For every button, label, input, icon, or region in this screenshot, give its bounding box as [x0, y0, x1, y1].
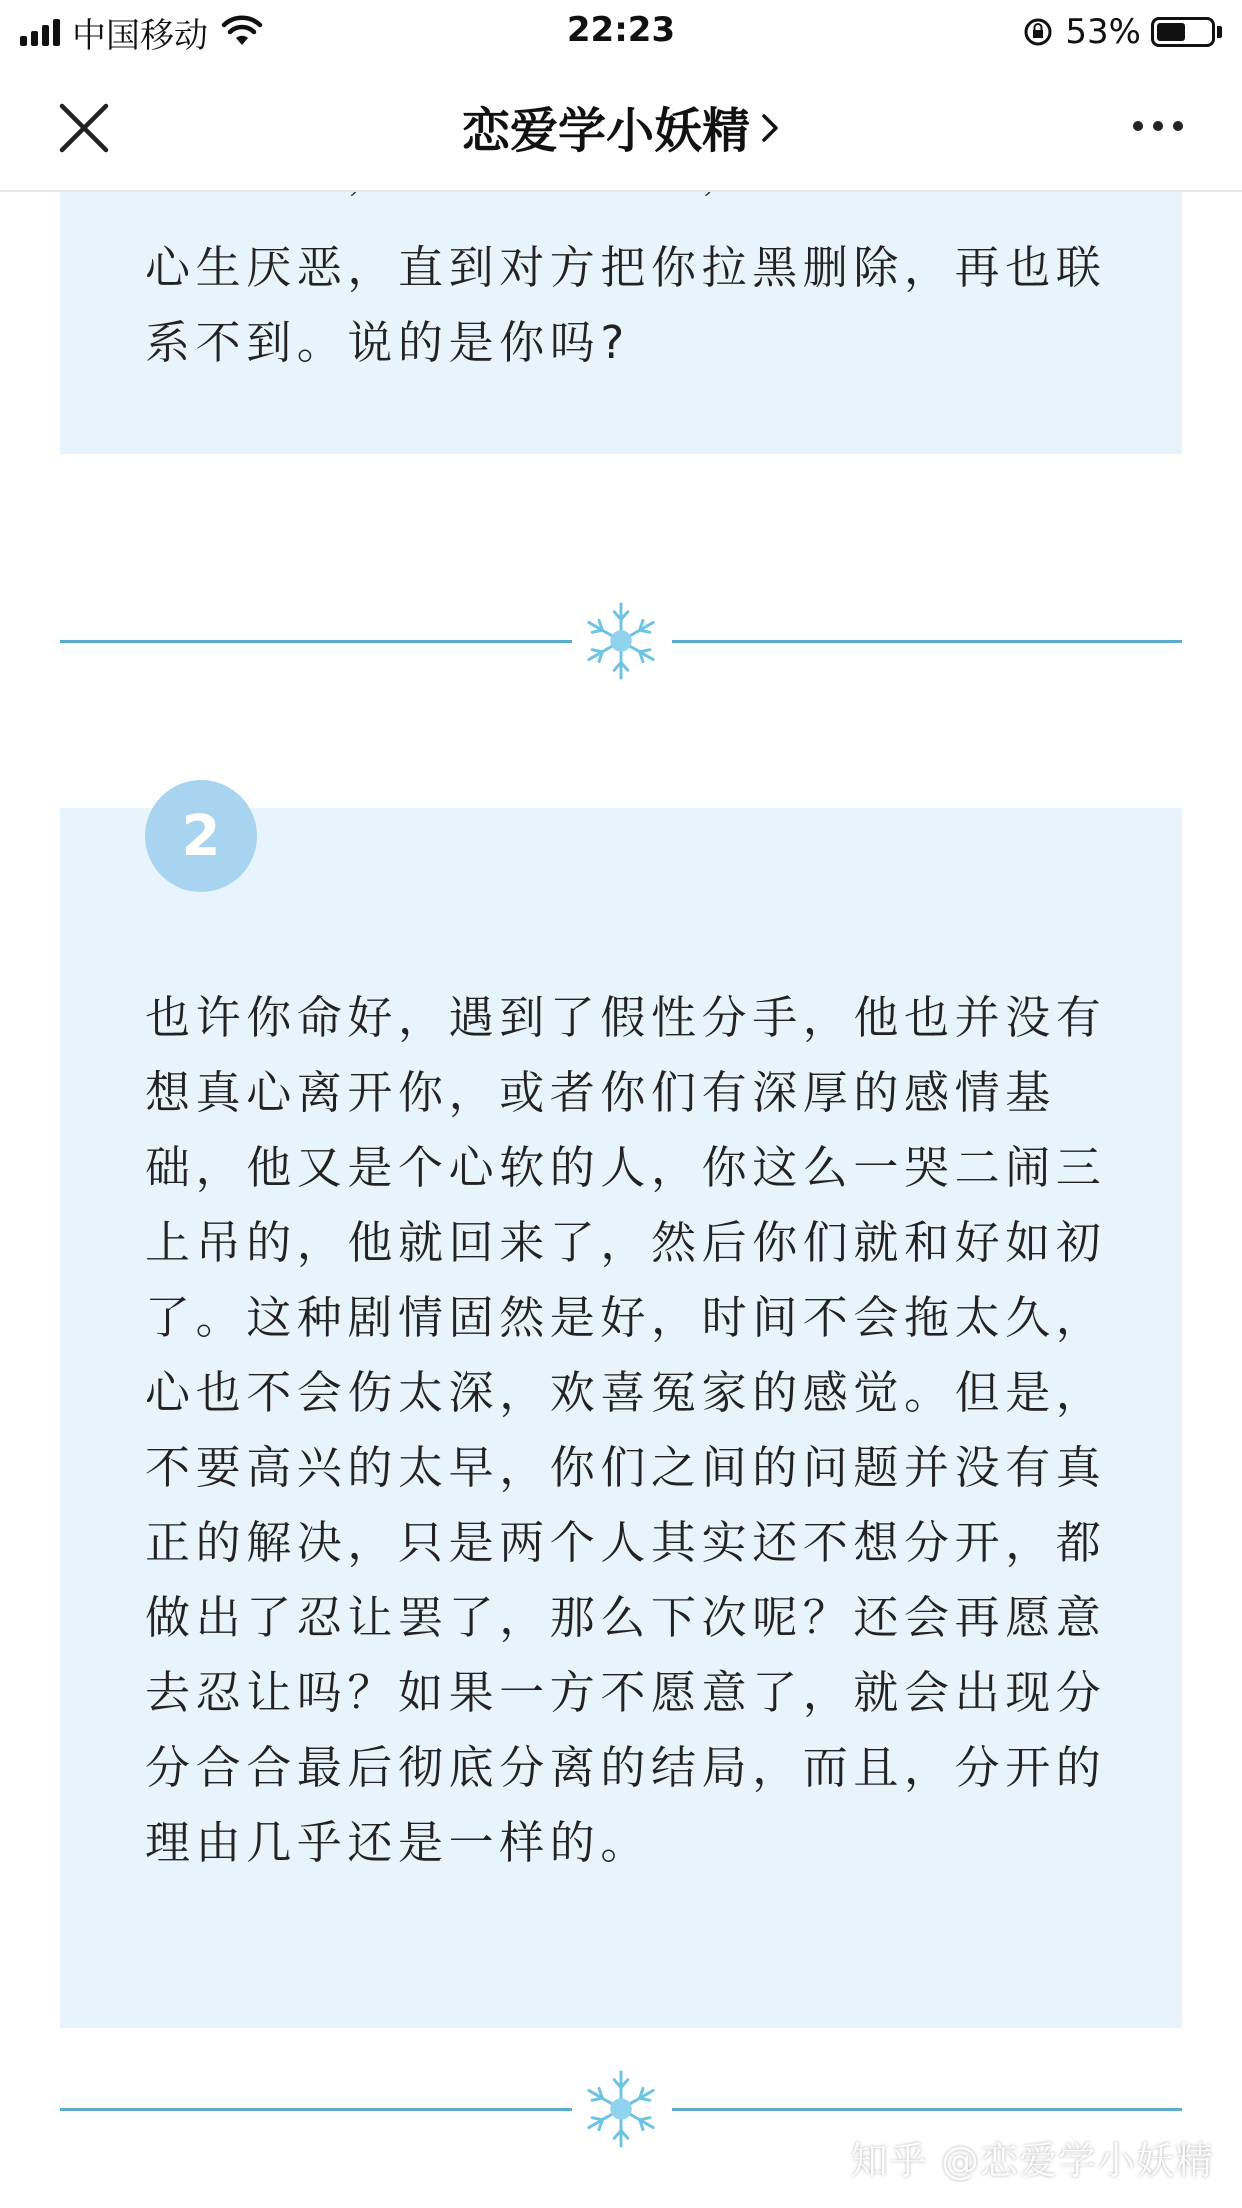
battery-cap [1217, 26, 1222, 38]
status-bar [0, 0, 1242, 62]
content-card-1 [60, 190, 1182, 454]
content-card-2 [60, 803, 1182, 2028]
watermark-text: 知乎 @恋爱学小妖精 [849, 2139, 1214, 2183]
battery-percent: 53% [1065, 12, 1141, 52]
snowflake-icon [577, 596, 665, 686]
battery-icon [1151, 17, 1215, 47]
divider-line-right [672, 640, 1182, 643]
status-time: 22:23 [566, 10, 676, 50]
divider-line-right [672, 2108, 1182, 2111]
status-right [1023, 10, 1222, 54]
card-2-text: 也许你命好，遇到了假性分手，他也并没有想真心离开你，或者你们有深厚的感情基础，他又是个心软的人，你这么一哭二闹三上吊的，他就回来了，然后你们就和好如初了。这种剧情固然是好，时间不会拖太久，心也不会伤太深，欢喜冤家的感觉。但是，不要高兴的太早，你们之间的问题并没有真正的解决，只是两个人其实还不想分开，都做出了忍让罢了，那么下次呢？还会再愿意去忍让吗？如果一方不愿意了，就会出现分分合合最后彻底分离的结局，而且，分开的理由几乎还是一样的。 [145, 991, 1107, 1869]
card-1-text: 心生厌恶，直到对方把你拉黑删除，再也联系不到。说的是你吗? [145, 241, 1107, 369]
divider-line-left [60, 640, 572, 643]
snowflake-divider [60, 596, 1182, 686]
nav-title-button[interactable] [0, 62, 1242, 190]
section-number-badge: 2 [145, 780, 257, 892]
more-icon[interactable] [1130, 114, 1186, 138]
page-title: 恋爱学小妖精 [461, 102, 750, 159]
snowflake-icon [577, 2064, 665, 2154]
carrier-name: 中国移动 [72, 15, 208, 56]
nav-bar [0, 62, 1242, 192]
rotation-lock-icon [1023, 17, 1053, 47]
chevron-right-icon [760, 112, 780, 144]
divider-line-left [60, 2108, 572, 2111]
battery-fill [1157, 23, 1185, 41]
